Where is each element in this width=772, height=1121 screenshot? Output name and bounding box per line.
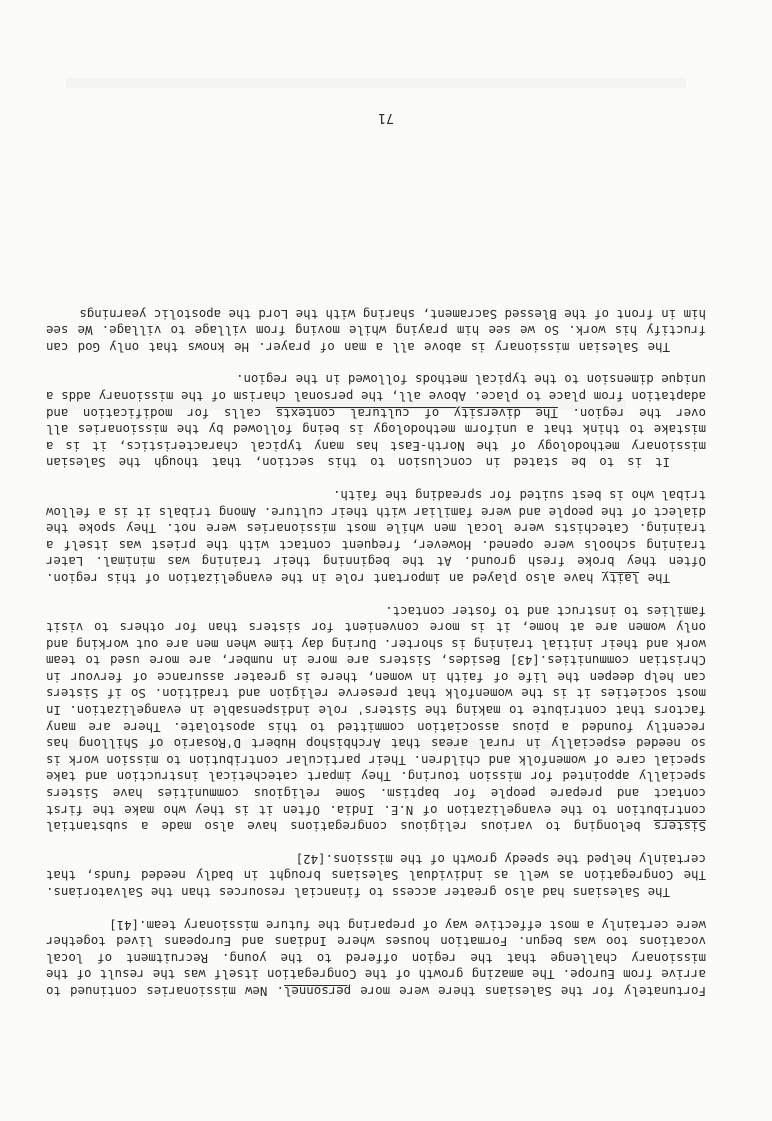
paragraph-personnel	[46, 916, 706, 999]
body-text	[46, 305, 706, 999]
paragraph-text: The	[639, 570, 670, 586]
page-number: 71	[378, 110, 394, 125]
paragraph-text: Fortunately for the Salesians there were more	[351, 984, 706, 999]
underlined-term: laity	[601, 570, 640, 586]
underlined-term: personnel	[283, 984, 352, 999]
paragraph-text: It is to be stated in conclusion to this section, that though the Salesian missionary methodology of the North-East has many typical characteristics, it is a mistake to think that a uniform methodology is being followed by the missionaries all over the region.	[46, 405, 706, 471]
underlined-term: Sisters	[653, 819, 706, 835]
paragraph-prayer	[46, 305, 706, 355]
underlined-term: The diversity of cultural contexts	[275, 405, 558, 421]
paragraph-text: . New missionaries continued to arrive from Europe. The amazing growth of the Congregation itself was the result of the missionary challenge that the region offered to the young. Recruitment of local vocations too was begun. Formation houses where Indians and Europeans lived together were certainly a most effective way of preparing the future missionary team.[41]	[46, 917, 706, 999]
paragraph-text: belonging to various religious congregations have also made a substantial contribution to the evangelization of N.E. India. Often it is they who make the first contact and prepare people for baptism. Some religious communities have Sisters specially appointed for mission touring. They impart catechetical instruction and take special care of womenfolk and children. Their particular contribution to mission work is so needed especially in rural areas that Archbishop Hubert D'Rosario of Shillong has recently founded a pious association committed to this apostolate. There are many factors that contribute to making the Sisters' role indispensable in evangelization. In most societies it is the womenfolk that preserve religion and tradition. So if Sisters can help deepen the life of faith in women, there is greater assurance of fervour in Christian communities.[43] Besides, Sisters are more in number, are more used to team work and their initial training is shorter. During day time when men are out working and only women are at home, it is more convenient for sisters than for others to visit families to instruct and to foster contact.	[46, 603, 706, 835]
paragraph-conclusion	[46, 371, 706, 471]
paragraph-sisters	[46, 602, 706, 834]
paragraph-text: The Salesians had also greater access to financial resources than the Salvatorians. The Congregation as well as individual Salesians brought in badly needed funds, that certainly helped the speedy growth of the missions.[42]	[46, 851, 706, 901]
paragraph-text: have also played an important role in the evangelization of this region. Often they broke fresh ground. At the beginning their training was minimal. Later training schools were opened. However, frequent contact with the priest was itself a training. Catechists were local men while most missionaries were not. They spoke the dialect of the people and were familiar with their culture. Among tribals it is a fellow tribal who is best suited for spreading the faith.	[46, 487, 706, 586]
paragraph-text: The Salesian missionary is above all a man of prayer. He knows that only God can fructify his work. So we see him praying while moving from village to village. We see him in front of the Blessed Sacrament, sharing with the Lord the apostolic yearnings	[46, 306, 706, 355]
paragraph-text: calls for modification and adaptation from place to place. Above all, the personal charism of the missionary adds a unique dimension to the typical methods followed in the region.	[46, 372, 706, 421]
paragraph-laity	[46, 486, 706, 586]
paragraph-financial-resources	[46, 850, 706, 900]
